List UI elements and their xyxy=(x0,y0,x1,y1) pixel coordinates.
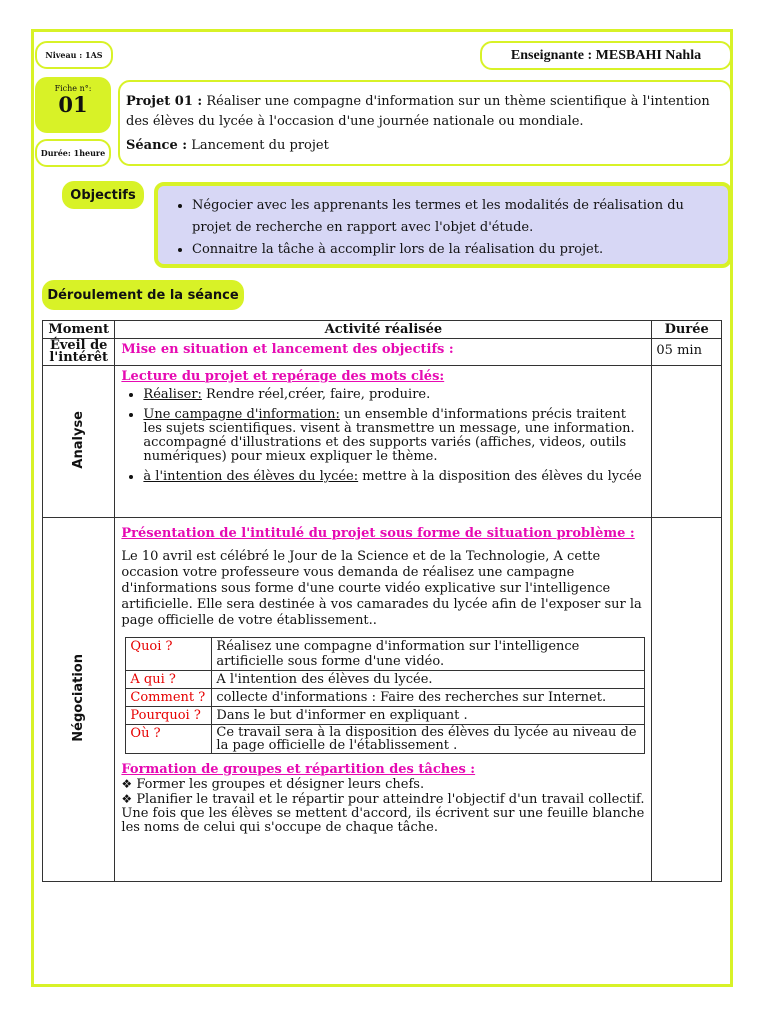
answer: Réalisez une compagne d'information sur l'intelligence artificielle sous forme d'une vidéo. xyxy=(212,638,645,671)
objectif-item: • Connaitre la tâche à accomplir lors de la réalisation du projet. xyxy=(192,239,714,261)
term: Une campagne d'information: xyxy=(143,407,340,422)
question: Quoi ? xyxy=(126,638,212,671)
table-row xyxy=(126,638,645,671)
seance-text: Lancement du projet xyxy=(191,138,329,153)
moment-analyse-cell xyxy=(43,366,115,518)
groupes-final: Une fois que les élèves se mettent d'accord, ils écrivent sur une feuille blanche les noms de celui qui s'occupe de chaque tâche. xyxy=(121,806,645,835)
projet-line xyxy=(126,92,722,132)
moment-negociation: Négociation xyxy=(71,653,87,742)
questions-table xyxy=(125,637,645,754)
col-activite: Activité réalisée xyxy=(115,321,652,339)
deroulement-table xyxy=(42,320,722,882)
objectif-item: • Négocier avec les apprenants les termes et les modalités de réalisation du projet de recherche en rapport avec l'objet d'étude. xyxy=(192,195,714,239)
definition: mettre à la disposition des élèves du lycée xyxy=(358,469,642,484)
activite-eveil xyxy=(115,339,652,366)
duree-eveil: 05 min xyxy=(652,339,722,366)
answer: Ce travail sera à la disposition des élèves du lycée au niveau de la page officielle de l'établissement . xyxy=(212,725,645,754)
groupe-item: Former les groupes et désigner leurs chefs. xyxy=(136,777,425,792)
analyse-title: Lecture du projet et repérage des mots clés: xyxy=(121,369,445,384)
diamond-bullet-icon: ❖ xyxy=(121,777,133,791)
list-item xyxy=(143,470,645,484)
answer: Dans le but d'informer en expliquant . xyxy=(212,707,645,725)
situation-text: Le 10 avril est célébré le Jour de la Science et de la Technologie, A cette occasion votre professeure vous demanda de réalisez une campagne d'informations sous forme d'une courte vidéo explicative sur l'intelligence artificielle. Elle sera destinée à vos camarades du lycée afin de l'exposer sur la page officielle de votre établissement.. xyxy=(121,549,642,628)
groupe-item: Planifier le travail et le répartir pour atteindre l'objectif d'un travail collectif. xyxy=(136,792,645,807)
table-header-row xyxy=(43,321,722,339)
niveau-badge: Niveau : 1AS xyxy=(35,41,113,69)
answer: collecte d'informations : Faire des recherches sur Internet. xyxy=(212,689,645,707)
moment-negociation-cell xyxy=(43,518,115,882)
col-moment: Moment xyxy=(43,321,115,339)
col-duree: Durée xyxy=(652,321,722,339)
table-row-analyse xyxy=(43,366,722,518)
list-item xyxy=(143,388,645,402)
seance-label: Séance : xyxy=(126,138,188,153)
objectifs-tag: Objectifs xyxy=(62,181,144,209)
question: Où ? xyxy=(126,725,212,754)
fiche-number: 01 xyxy=(58,92,88,117)
table-row xyxy=(126,671,645,689)
diamond-bullet-icon: ❖ xyxy=(121,792,133,806)
moment-eveil: Éveil de l'intérêt xyxy=(43,339,115,366)
table-row-negociation xyxy=(43,518,722,882)
eveil-title: Mise en situation et lancement des objectifs : xyxy=(121,342,454,357)
definition: Rendre réel,créer, faire, produire. xyxy=(201,387,431,402)
question: A qui ? xyxy=(126,671,212,689)
duree-badge: Durée: 1heure xyxy=(35,139,111,167)
seance-line xyxy=(126,136,722,156)
table-row xyxy=(126,689,645,707)
fiche-badge xyxy=(35,77,111,133)
groupes-list xyxy=(121,777,645,835)
table-row xyxy=(126,725,645,754)
question: Comment ? xyxy=(126,689,212,707)
moment-analyse: Analyse xyxy=(71,410,87,469)
activite-analyse xyxy=(115,366,652,518)
groupes-title: Formation de groupes et répartition des tâches : xyxy=(121,762,476,777)
definition: un ensemble d'informations précis traitent les sujets scientifiques. visent à transmettre un message, une information. accompagné d'illustrations et des supports variés (affiches, videos, outils numériques) pour mieux expliquer le thème. xyxy=(143,407,635,464)
objectifs-box xyxy=(154,182,732,268)
table-row-eveil xyxy=(43,339,722,366)
negociation-title: Présentation de l'intitulé du projet sous forme de situation problème : xyxy=(121,526,635,541)
objectifs-list xyxy=(174,195,714,261)
projet-box xyxy=(118,80,732,166)
teacher-name: Enseignante : MESBAHI Nahla xyxy=(480,41,732,70)
activite-negociation xyxy=(115,518,652,882)
table-row xyxy=(126,707,645,725)
deroulement-tag: Déroulement de la séance xyxy=(42,280,244,310)
analyse-list xyxy=(121,388,645,484)
answer: A l'intention des élèves du lycée. xyxy=(212,671,645,689)
fiche-label: Fiche n°: xyxy=(54,84,92,93)
list-item xyxy=(121,792,645,807)
duree-analyse xyxy=(652,366,722,518)
question: Pourquoi ? xyxy=(126,707,212,725)
term: à l'intention des élèves du lycée: xyxy=(143,469,359,484)
duree-negociation xyxy=(652,518,722,882)
list-item xyxy=(143,408,645,464)
projet-label: Projet 01 : xyxy=(126,94,203,109)
term: Réaliser: xyxy=(143,387,202,402)
projet-text: Réaliser une compagne d'information sur un thème scientifique à l'intention des élèves du lycée à l'occasion d'une journée nationale ou mondiale. xyxy=(126,94,710,129)
list-item xyxy=(121,777,645,792)
